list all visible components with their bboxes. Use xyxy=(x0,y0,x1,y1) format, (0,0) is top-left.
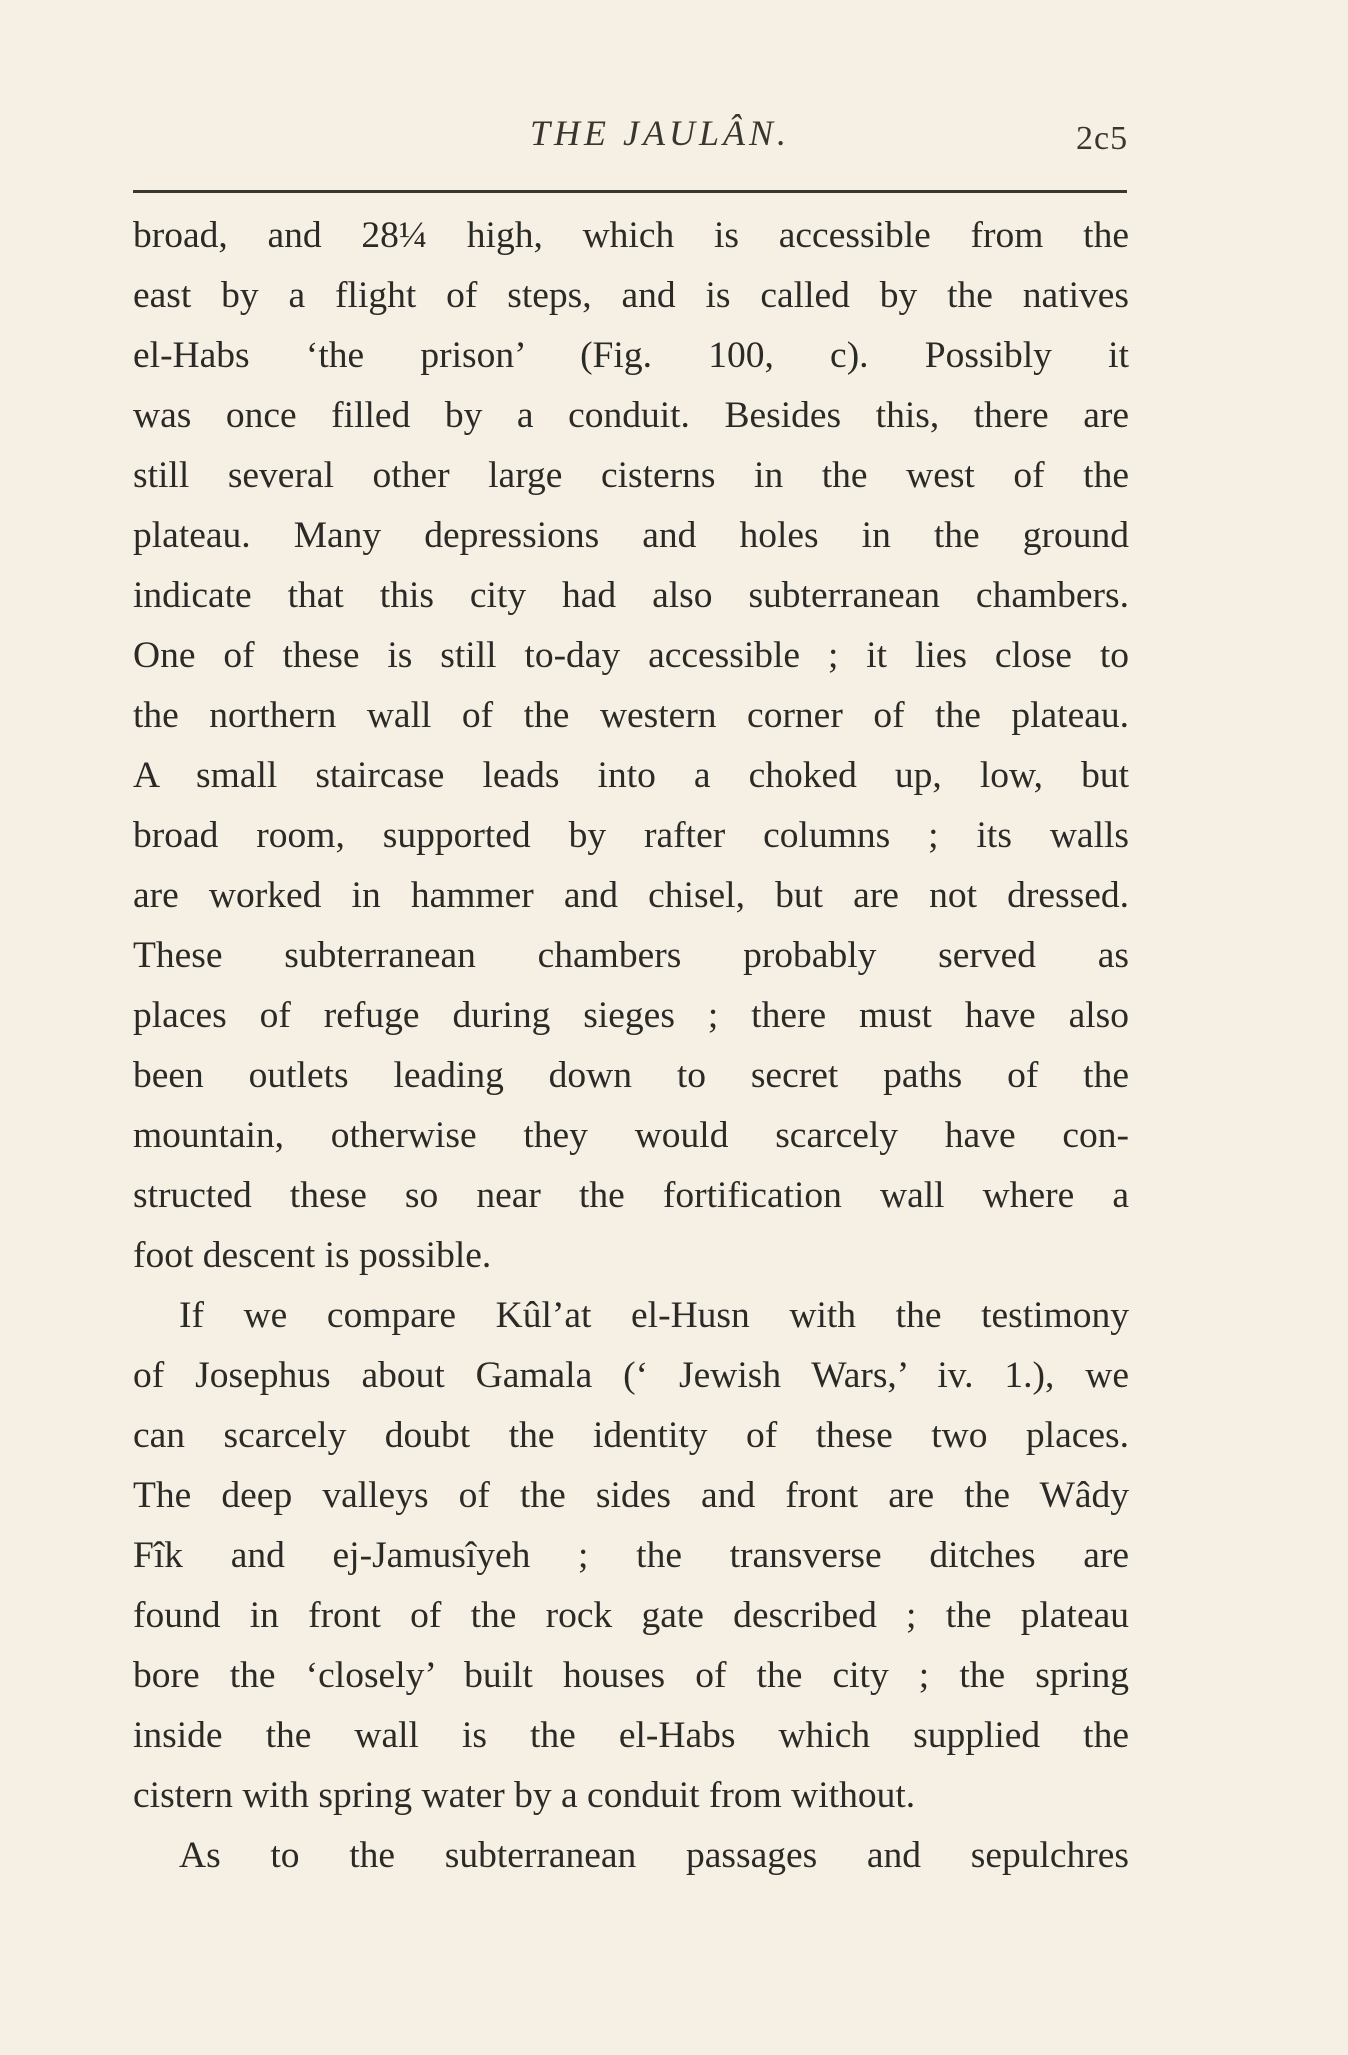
paragraph-start-line: If we compare Kûl’at el-Husn with the testimony xyxy=(179,1295,1129,1336)
text-line: mountain, otherwise they would scarcely have con- xyxy=(133,1115,1129,1156)
paragraph-end-line: cistern with spring water by a conduit from without. xyxy=(133,1775,916,1816)
text-line: indicate that this city had also subterranean chambers. xyxy=(133,575,1129,616)
text-line: The deep valleys of the sides and front are the Wâdy xyxy=(133,1475,1129,1516)
text-line: inside the wall is the el-Habs which supplied the xyxy=(133,1715,1129,1756)
body-text xyxy=(133,206,1129,1886)
text-line: places of refuge during sieges ; there must have also xyxy=(133,995,1129,1036)
text-line: plateau. Many depressions and holes in the ground xyxy=(133,515,1129,556)
text-line: was once filled by a conduit. Besides this, there are xyxy=(133,395,1129,436)
text-line: bore the ‘closely’ built houses of the city ; the spring xyxy=(133,1655,1129,1696)
text-line: can scarcely doubt the identity of these two places. xyxy=(133,1415,1129,1456)
text-line: still several other large cisterns in the west of the xyxy=(133,455,1129,496)
paragraph-end-line: foot descent is possible. xyxy=(133,1235,492,1276)
text-line: el-Habs ‘the prison’ (Fig. 100, c). Possibly it xyxy=(133,335,1129,376)
text-line: the northern wall of the western corner of the plateau. xyxy=(133,695,1129,736)
text-line: These subterranean chambers probably served as xyxy=(133,935,1129,976)
text-line: Fîk and ej-Jamusîyeh ; the transverse ditches are xyxy=(133,1535,1129,1576)
paragraph-start-line: As to the subterranean passages and sepulchres xyxy=(179,1835,1129,1876)
text-line: A small staircase leads into a choked up, low, but xyxy=(133,755,1129,796)
text-line: One of these is still to-day accessible ; it lies close to xyxy=(133,635,1129,676)
text-line: structed these so near the fortification wall where a xyxy=(133,1175,1129,1216)
text-line: been outlets leading down to secret paths of the xyxy=(133,1055,1129,1096)
text-line: broad, and 28¼ high, which is accessible from the xyxy=(133,215,1129,256)
page-number: 2c5 xyxy=(1076,120,1129,157)
text-line: east by a flight of steps, and is called by the natives xyxy=(133,275,1129,316)
text-line: are worked in hammer and chisel, but are not dressed. xyxy=(133,875,1129,916)
header-rule xyxy=(133,190,1127,193)
text-line: broad room, supported by rafter columns ; its walls xyxy=(133,815,1129,856)
text-line: found in front of the rock gate described ; the plateau xyxy=(133,1595,1129,1636)
running-title: THE JAULÂN. xyxy=(530,113,790,153)
text-line: of Josephus about Gamala (‘ Jewish Wars,’ iv. 1.), we xyxy=(133,1355,1129,1396)
